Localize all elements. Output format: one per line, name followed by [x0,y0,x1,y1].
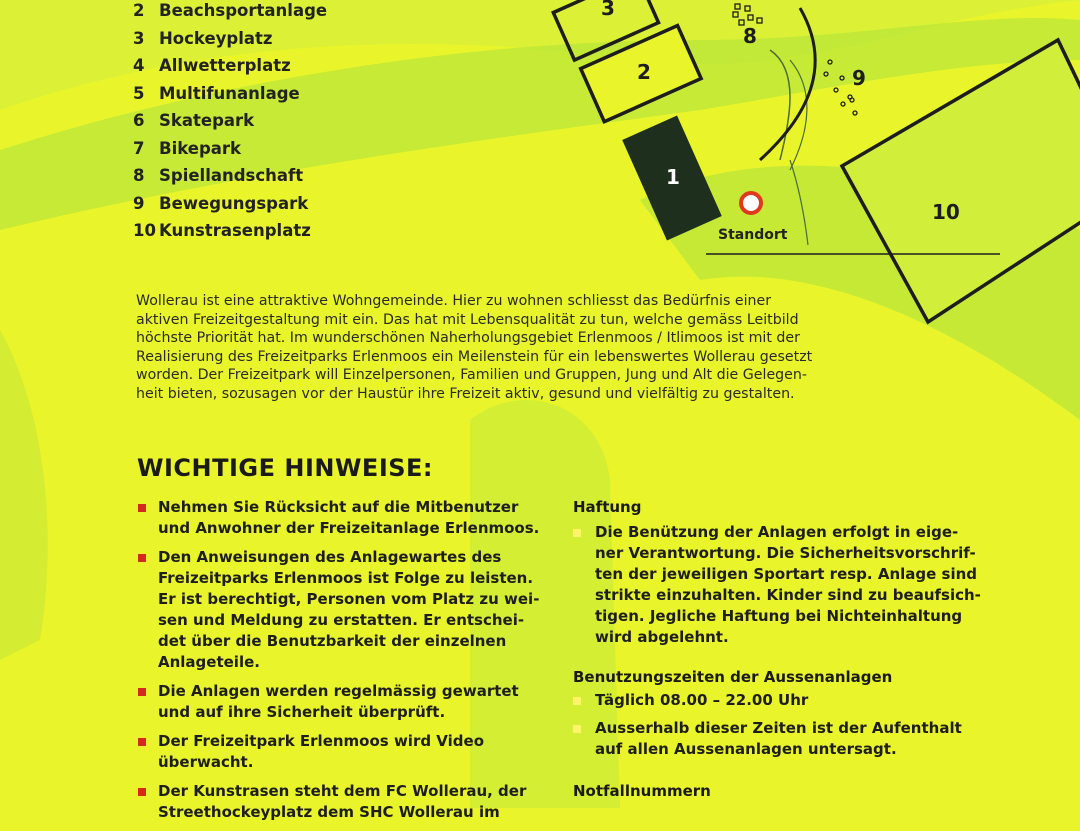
legend-item [133,84,300,103]
haftung-line: tigen. Jegliche Haftung bei Nichteinhaltung [595,607,963,625]
legend-label: Hockeyplatz [159,28,273,48]
legend-number: 9 [133,193,145,213]
square-bullet-icon [573,529,581,537]
square-bullet-icon [573,697,581,705]
red-square-bullet-icon [138,788,146,796]
hinweis-line: und auf ihre Sicherheit überprüft. [158,703,446,721]
map-area-8-label: 8 [743,24,757,48]
zeiten-item [573,690,1013,711]
red-square-bullet-icon [138,738,146,746]
hinweis-line: Die Anlagen werden regelmässig gewartet [158,682,519,700]
legend-item [133,166,303,185]
haftung-line: ten der jeweiligen Sportart resp. Anlage sind [595,565,978,583]
zeiten-line: Ausserhalb dieser Zeiten ist der Aufenthalt [595,719,962,737]
hinweis-line: Den Anweisungen des Anlagewartes des [158,548,502,566]
intro-line: worden. Der Freizeitpark will Einzelpersonen, Familien und Gruppen, Jung und Alt die Gelegen- [136,367,808,384]
legend-number: 2 [133,1,145,20]
legend-label: Beachsportanlage [159,1,328,20]
legend-label: Allwetterplatz [159,56,291,75]
intro-paragraph [136,292,876,404]
legend-label: Skatepark [159,111,255,130]
legend-item [133,221,311,240]
zeiten-line: Täglich 08.00 – 22.00 Uhr [595,691,809,709]
intro-line: Wollerau ist eine attraktive Wohngemeinde. Hier zu wohnen schliesst das Bedürfnis einer [136,293,772,309]
legend-number: 8 [133,166,145,185]
hinweis-line: überwacht. [158,753,254,771]
standort-label: Standort [718,227,788,243]
zeiten-item [573,718,1013,760]
legend-label: Kunstrasenplatz [159,221,311,240]
hinweis-line: Streethockeyplatz dem SHC Wollerau im [158,803,500,821]
haftung-item [573,522,1013,648]
legend-label: Multifunanlage [159,83,300,103]
right-column [573,498,1013,800]
legend-number: 3 [133,28,145,48]
legend-item [133,139,241,158]
hinweis-item [138,547,558,673]
legend-number: 10 [133,221,156,240]
intro-line: heit bieten, sozusagen vor der Haustür ihre Freizeit aktiv, gesund und vielfältig zu gestalten. [136,385,795,402]
map-area-10-label: 10 [932,200,960,224]
legend-label: Bewegungspark [159,193,309,213]
legend-label: Bikepark [159,138,242,158]
map-area-9-label: 9 [852,66,866,90]
legend-number: 4 [133,56,145,75]
red-square-bullet-icon [138,688,146,696]
hinweis-line: Nehmen Sie Rücksicht auf die Mitbenutzer [158,498,519,516]
hinweis-line: Freizeitparks Erlenmoos ist Folge zu leisten. [158,569,534,587]
haftung-line: Die Benützung der Anlagen erfolgt in eige- [595,523,959,541]
legend-number: 7 [133,138,145,158]
intro-line: höchste Priorität hat. Im wunderschönen Naherholungsgebiet Erlenmoos / Itlimoos ist mit der [136,330,800,347]
legend-item [133,56,291,75]
legend-item [133,1,327,20]
legend-item [133,29,273,48]
intro-line: aktiven Freizeitgestaltung mit ein. Das hat mit Lebensqualität zu tun, welche gemäss Leitbild [136,311,799,328]
hinweis-line: Der Freizeitpark Erlenmoos wird Video [158,732,485,750]
hinweise-list [138,497,558,831]
hinweis-item [138,497,558,539]
hinweis-item [138,731,558,773]
square-bullet-icon [573,725,581,733]
notfall-title: Notfallnummern [573,782,711,800]
haftung-line: wird abgelehnt. [595,628,729,646]
map-area-2-label: 2 [637,60,651,84]
hinweis-line: Er ist berechtigt, Personen vom Platz zu wei- [158,590,540,608]
map-area-1-label: 1 [666,165,680,189]
zeiten-line: auf allen Aussenanlagen untersagt. [595,740,897,758]
map-area-3-label: 3 [601,0,615,20]
green-swoosh-left [0,330,48,660]
hinweis-line: und Anwohner der Freizeitanlage Erlenmoos. [158,519,540,537]
hinweis-line: sen und Meldung zu erstatten. Er entschei- [158,611,525,629]
intro-line: Realisierung des Freizeitparks Erlenmoos ein Meilenstein für ein lebenswertes Wollerau gesetzt [136,348,813,365]
standort-marker-icon [741,193,761,213]
red-square-bullet-icon [138,504,146,512]
legend-item [133,111,254,130]
legend-item [133,194,308,213]
hinweis-line: Anlageteile. [158,653,260,671]
hinweis-line: det über die Benutzbarkeit der einzelnen [158,632,507,650]
haftung-line: strikte einzuhalten. Kinder sind zu beaufsich- [595,586,981,604]
zeiten-title: Benutzungszeiten der Aussenanlagen [573,668,893,686]
hinweise-heading: WICHTIGE HINWEISE: [137,454,434,482]
haftung-title: Haftung [573,498,642,516]
hinweis-line: Der Kunstrasen steht dem FC Wollerau, der [158,782,527,800]
hinweis-item [138,681,558,723]
hinweis-item [138,781,558,823]
haftung-line: ner Verantwortung. Die Sicherheitsvorschrif- [595,544,976,562]
red-square-bullet-icon [138,554,146,562]
legend-label: Spiellandschaft [159,166,304,185]
legend-number: 5 [133,83,145,103]
legend-number: 6 [133,111,145,130]
